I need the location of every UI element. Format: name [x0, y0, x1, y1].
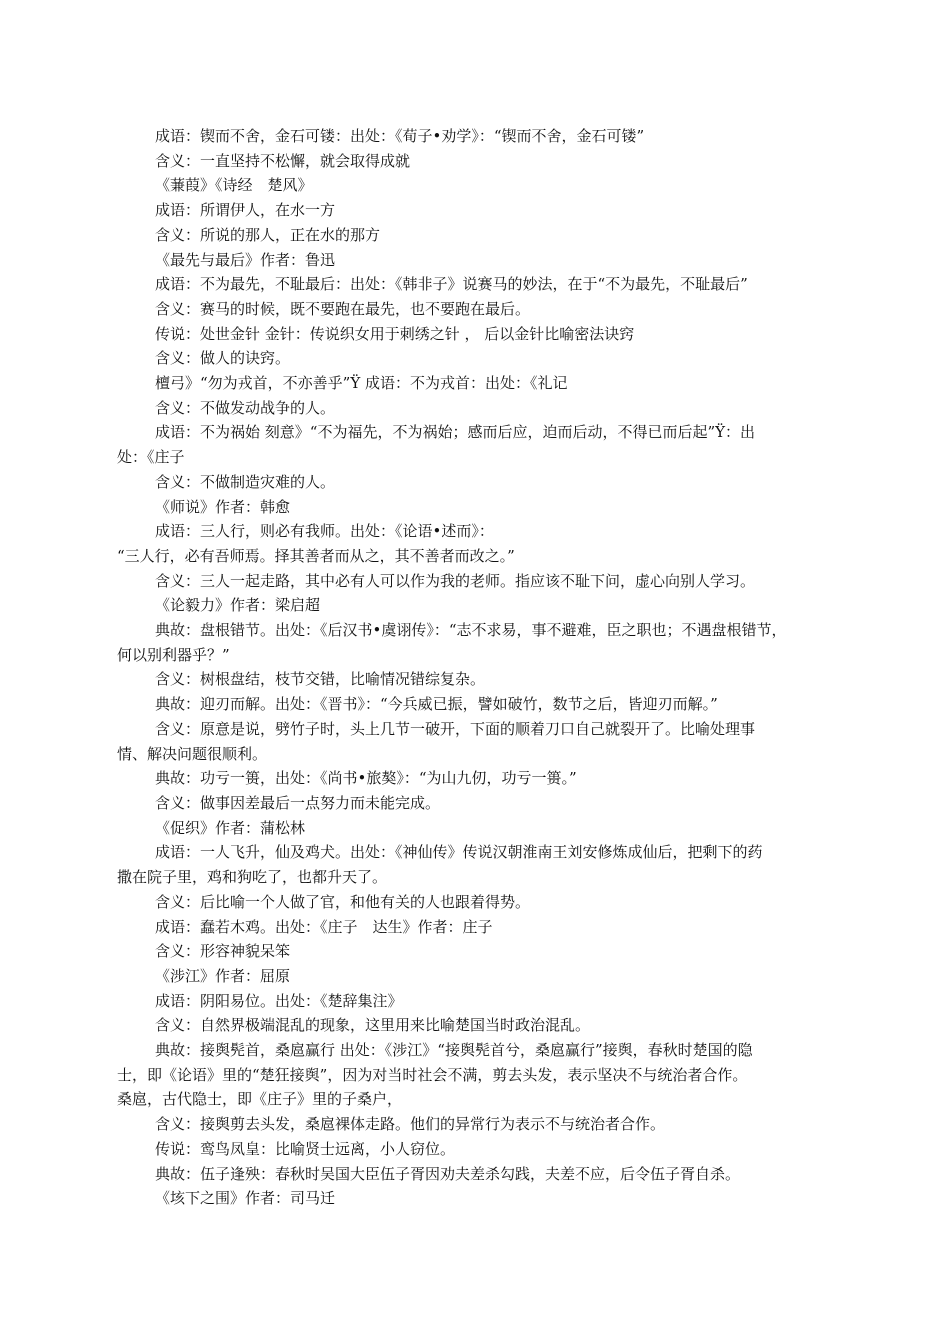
text-line: 含义：不做发动战争的人。 — [155, 398, 336, 417]
text-line: 含义：一直坚持不松懈，就会取得成就 — [155, 151, 411, 170]
section-heading: 《师说》作者：韩愈 — [155, 497, 291, 516]
text-line: 成语：阴阳易位。出处：《楚辞集注》 — [155, 991, 403, 1010]
text-line: 檀弓》“勿为戎首，不亦善乎”Ÿ 成语：不为戎首：出处：《礼记 — [155, 374, 568, 393]
text-line: 成语：蠢若木鸡。出处：《庄子 达生》作者：庄子 — [155, 917, 493, 936]
section-heading: 《涉江》作者：屈原 — [155, 966, 291, 985]
section-heading: 《最先与最后》作者：鲁迅 — [155, 250, 336, 269]
text-line: 成语：所谓伊人，在水一方 — [155, 201, 336, 220]
section-heading: 《垓下之围》作者：司马迁 — [155, 1189, 336, 1208]
text-line: 成语：三人行，则必有我师。出处：《论语•述而》： — [155, 522, 494, 541]
text-line-continuation: 士，即《论语》里的“楚狂接舆”，因为对当时社会不满，剪去头发，表示坚决不与统治者合作。 — [117, 1065, 748, 1084]
text-line-continuation: 处：《庄子 — [117, 448, 185, 467]
text-line: 含义：接舆剪去头发，桑扈裸体走路。他们的异常行为表示不与统治者合作。 — [155, 1115, 666, 1134]
text-line-continuation: 情、解决问题很顺利。 — [117, 744, 268, 763]
text-line: 含义：原意是说，劈竹子时，头上几节一破开，下面的顺着刀口自己就裂开了。比喻处理事 — [155, 719, 756, 738]
text-line: 含义：形容神貌呆笨 — [155, 942, 291, 961]
text-line: 传说：处世金针 金针：传说织女用于刺绣之针 ， 后以金针比喻密法诀窍 — [155, 324, 635, 343]
text-line: 典故：盘根错节。出处：《后汉书•虞诩传》：“志不求易，事不避难，臣之职也；不遇盘根错节， — [155, 621, 787, 640]
text-line: 成语：不为最先，不耻最后：出处：《韩非子》说赛马的妙法，在于“不为最先，不耻最后” — [155, 275, 748, 294]
text-line: 含义：树根盘结，枝节交错，比喻情况错综复杂。 — [155, 670, 486, 689]
text-line: 含义：三人一起走路，其中必有人可以作为我的老师。指应该不耻下问，虚心向别人学习。 — [155, 571, 756, 590]
text-line: 含义：赛马的时候，既不要跑在最先，也不要跑在最后。 — [155, 299, 531, 318]
text-line: 典故：伍子逢殃：春秋时吴国大臣伍子胥因劝夫差杀勾践，夫差不应，后令伍子胥自杀。 — [155, 1164, 741, 1183]
text-line-continuation: 桑扈，古代隐士，即《庄子》里的子桑户， — [117, 1090, 403, 1109]
text-line: 含义：做人的诀窍。 — [155, 349, 291, 368]
text-line: 含义：后比喻一个人做了官，和他有关的人也跟着得势。 — [155, 892, 531, 911]
section-heading: 《蒹葭》《诗经 楚风》 — [155, 176, 313, 195]
text-line: 成语：不为祸始 刻意》“不为福先，不为祸始；感而后应，迫而后动，不得已而后起”Ÿ：出 — [155, 423, 756, 442]
text-line: 典故：迎刃而解。出处：《晋书》：“今兵威已振，譬如破竹，数节之后，皆迎刃而解。” — [155, 695, 718, 714]
section-heading: 《论毅力》作者：梁启超 — [155, 596, 321, 615]
text-line-continuation: 何以别利器乎？” — [117, 645, 230, 664]
text-line: 典故：接舆髡首，桑扈赢行 出处：《涉江》“接舆髡首兮，桑扈赢行”接舆，春秋时楚国的隐 — [155, 1041, 753, 1060]
text-line: 含义：自然界极端混乱的现象，这里用来比喻楚国当时政治混乱。 — [155, 1016, 591, 1035]
text-line: 含义：所说的那人，正在水的那方 — [155, 225, 381, 244]
text-line: 传说：鸾鸟凤皇：比喻贤士远离，小人窃位。 — [155, 1139, 456, 1158]
text-line-continuation: 撒在院子里，鸡和狗吃了，也都升天了。 — [117, 868, 388, 887]
text-line: 成语：锲而不舍，金石可镂：出处：《荀子•劝学》：“锲而不舍，金石可镂” — [155, 127, 645, 145]
section-heading: 《促织》作者：蒲松林 — [155, 818, 306, 837]
text-line: 典故：功亏一篑，出处：《尚书•旅獒》：“为山九仞，功亏一篑。” — [155, 769, 577, 788]
quote-line: “三人行，必有吾师焉。择其善者而从之，其不善者而改之。” — [117, 546, 515, 565]
text-line: 含义：不做制造灾难的人。 — [155, 472, 336, 491]
text-line: 成语：一人飞升，仙及鸡犬。出处：《神仙传》传说汉朝淮南王刘安修炼成仙后，把剩下的药 — [155, 843, 763, 862]
text-line: 含义：做事因差最后一点努力而未能完成。 — [155, 793, 441, 812]
